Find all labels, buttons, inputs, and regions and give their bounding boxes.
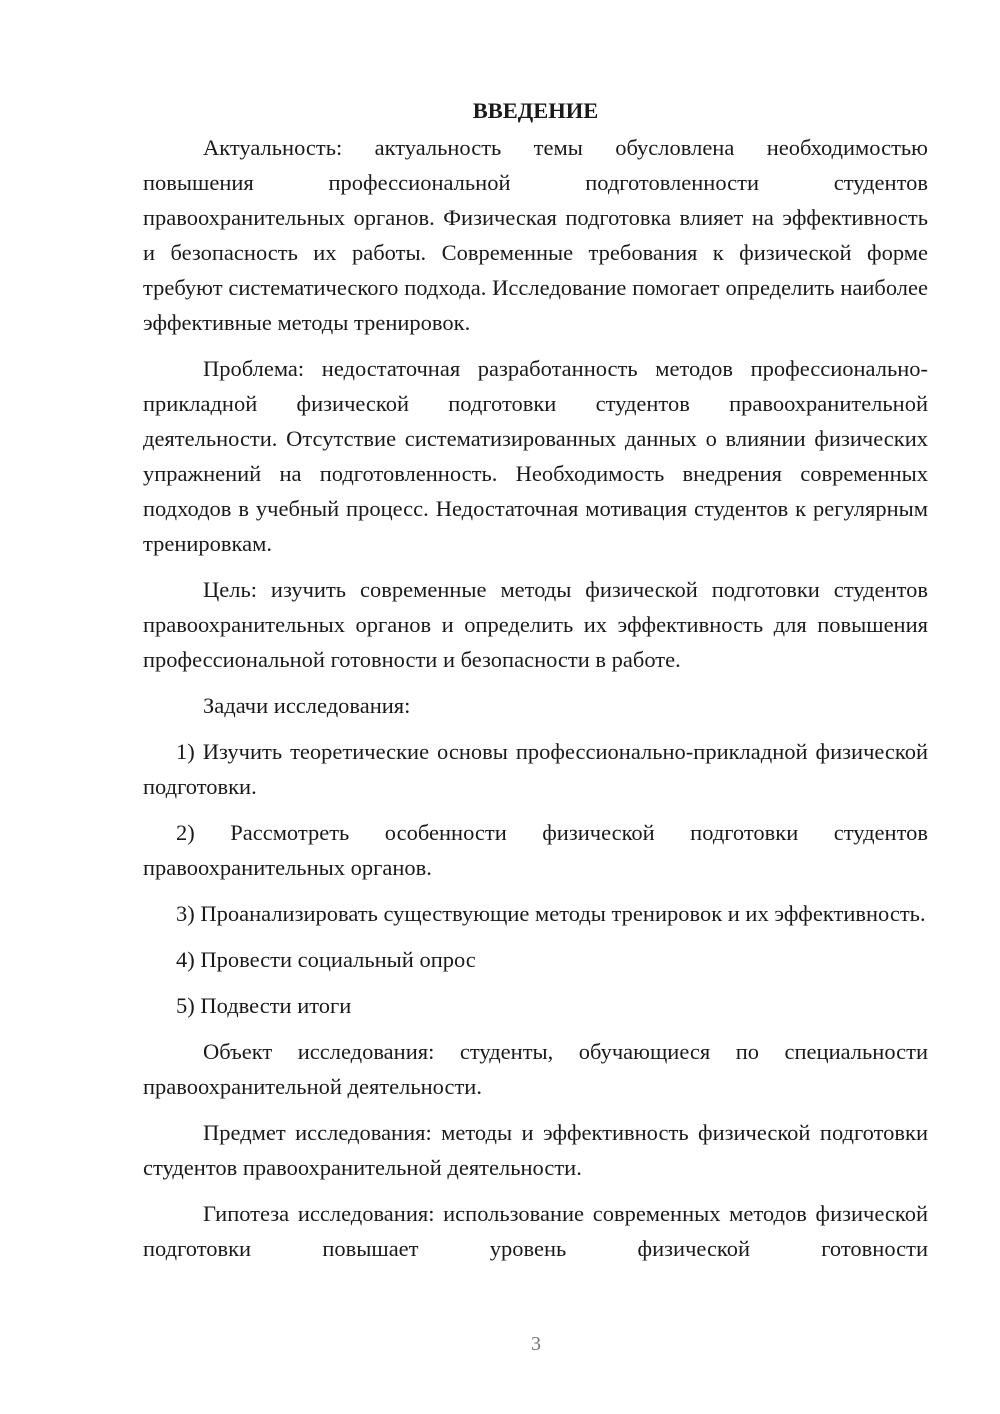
- paragraph-goal: Цель: изучить современные методы физической подготовки студентов правоохранительных органов и определить их эффективность для повышения профессиональной готовности и безопасности в работе.: [143, 577, 928, 672]
- task-item-1: 1) Изучить теоретические основы профессионально-прикладной физической подготовки.: [143, 739, 928, 799]
- page-title: ВВЕДЕНИЕ: [472, 98, 599, 123]
- task-item-3: 3) Проанализировать существующие методы тренировок и их эффективность.: [176, 901, 926, 926]
- paragraph-object: Объект исследования: студенты, обучающиеся по специальности правоохранительной деятельности.: [143, 1039, 928, 1099]
- page-number: [36, 1333, 1000, 1356]
- paragraph-problem: Проблема: недостаточная разработанность методов профессионально-прикладной физической подготовки студентов правоохранительной деятельности. Отсутствие систематизированных данных о влиянии физических упражнений на подготовленность. Необходимость внедрения современных подходов в учебный процесс. Недостаточная мотивация студентов к регулярным тренировкам.: [143, 356, 928, 556]
- paragraph-relevance: Актуальность: актуальность темы обусловлена необходимостью повышения профессиональной подготовленности студентов правоохранительных органов. Физическая подготовка влияет на эффективность и безопасность их работы. Современные требования к физической форме требуют систематического подхода. Исследование помогает определить наиболее эффективные методы тренировок.: [143, 135, 928, 335]
- document-body: [143, 92, 928, 1266]
- task-item-2: 2) Рассмотреть особенности физической подготовки студентов правоохранительных органов.: [143, 820, 928, 880]
- task-item-5: 5) Подвести итоги: [176, 993, 352, 1018]
- paragraph-tasks-heading: Задачи исследования:: [203, 693, 411, 718]
- paragraph-hypothesis: Гипотеза исследования: использование современных методов физической подготовки повышает уровень физической готовности: [143, 1201, 928, 1261]
- page-number-text: 3: [531, 1333, 541, 1355]
- task-item-4: 4) Провести социальный опрос: [176, 947, 476, 972]
- paragraph-subject: Предмет исследования: методы и эффективность физической подготовки студентов правоохранительной деятельности.: [143, 1120, 928, 1180]
